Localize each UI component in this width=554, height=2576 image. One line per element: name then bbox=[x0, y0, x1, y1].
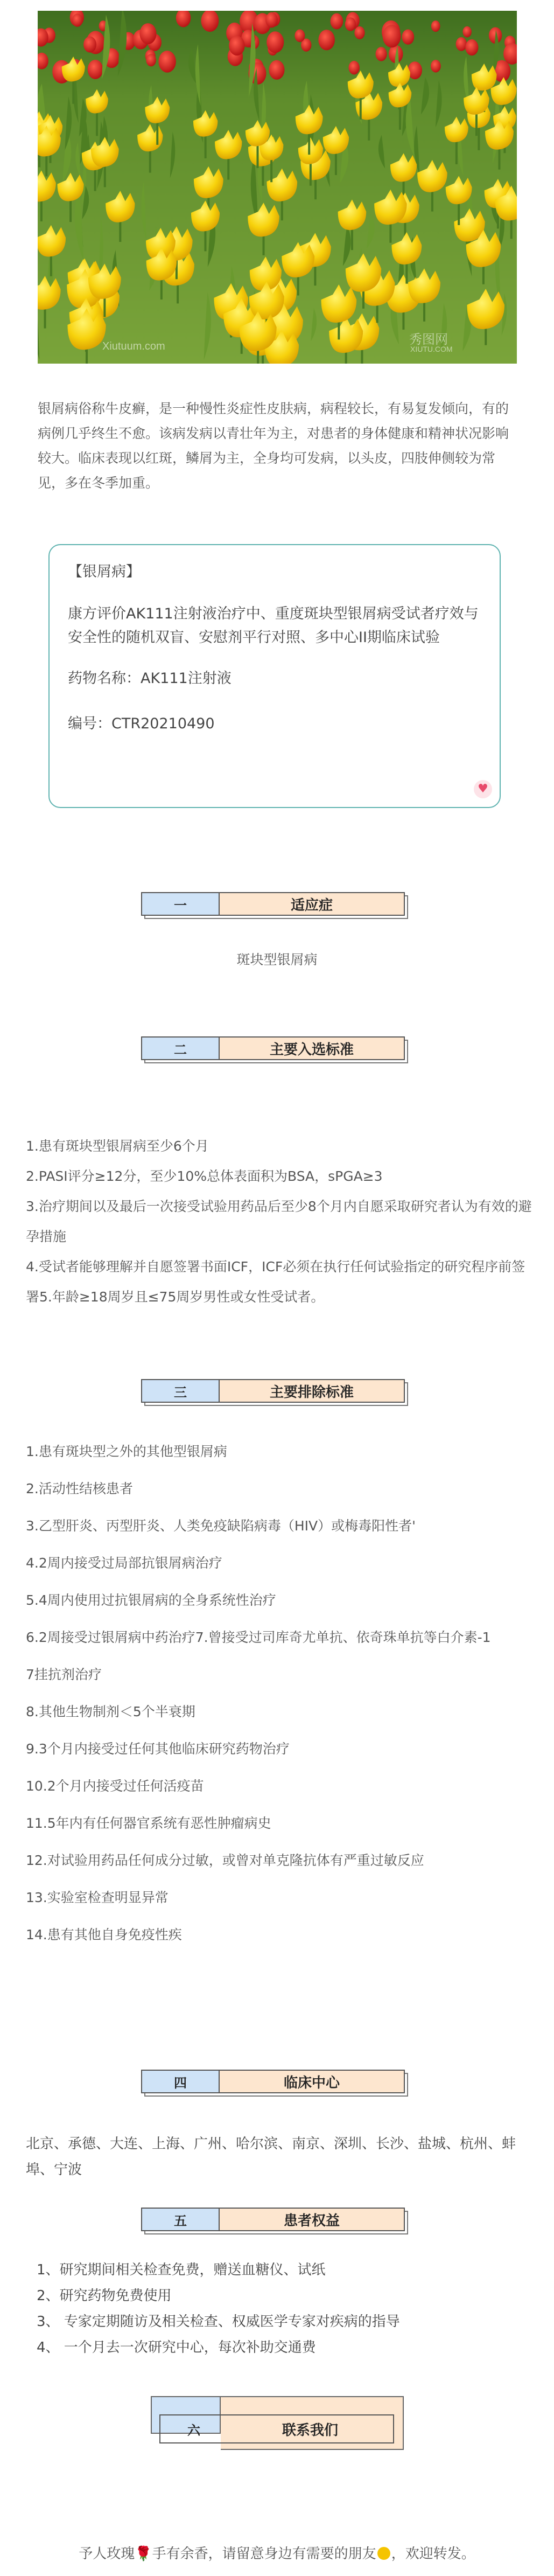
list-item: 4.受试者能够理解并自愿签署书面ICF，ICF必须在执行任何试验指定的研究程序前签署5.年龄≥18周岁且≤75周岁男性或女性受试者。 bbox=[26, 1259, 525, 1305]
watermark-left: Xiutuum.com bbox=[102, 340, 165, 352]
list-item: 8.其他生物制剂＜5个半衰期 bbox=[26, 1704, 195, 1719]
card-drug-name: 药物名称：AK111注射液 bbox=[68, 670, 232, 687]
tulip-red bbox=[462, 26, 471, 38]
tulip-red bbox=[402, 29, 414, 44]
list-item: 5.4周内使用过抗银屑病的全身系统性治疗 bbox=[26, 1592, 276, 1608]
intro-paragraph: 银屑病俗称牛皮癣，是一种慢性炎症性皮肤病，病程较长，有易复发倾向，有的病例几乎终生不愈。该病发病以青壮年为主，对患者的身体健康和精神状况影响较大。临床表现以红斑，鳞屑为主，全身均可发病，以头皮，四肢伸侧较为常见，多在冬季加重。 bbox=[38, 401, 509, 491]
list-item: 1.患有斑块型银屑病至少6个月 bbox=[26, 1138, 209, 1154]
list-item: 2.活动性结核患者 bbox=[26, 1481, 133, 1496]
tulip-red bbox=[294, 29, 305, 42]
list-item: 7挂抗剂治疗 bbox=[26, 1667, 102, 1682]
section-title: 适应症 bbox=[220, 892, 405, 916]
card-tag: 【银屑病】 bbox=[68, 563, 141, 580]
list-item: 3.乙型肝炎、丙型肝炎、人类免疫缺陷病毒（HIV）或梅毒阳性者' bbox=[26, 1518, 416, 1534]
list-item: 4、 一个月去一次研究中心，每次补助交通费 bbox=[37, 2340, 316, 2356]
tulip-red bbox=[431, 60, 441, 72]
tulip-red bbox=[83, 37, 96, 53]
section-title: 临床中心 bbox=[220, 2070, 405, 2093]
list-item: 2.PASI评分≥12分，至少10%总体表面积为BSA，sPGA≥3 bbox=[26, 1168, 383, 1184]
section-header-contact bbox=[151, 2396, 409, 2450]
footer-text bbox=[0, 2543, 554, 2563]
list-item: 12.对试验用药品任何成分过敏，或曾对单克隆抗体有严重过敏反应 bbox=[26, 1853, 424, 1868]
list-item: 9.3个月内接受过任何其他临床研究药物治疗 bbox=[26, 1741, 290, 1757]
tulip-red bbox=[330, 13, 343, 30]
tulip-red bbox=[72, 13, 83, 26]
tulip-red bbox=[408, 61, 422, 79]
footer-part3: ，欢迎转发。 bbox=[391, 2546, 475, 2562]
watermark-right-sub: XIUTU.COM bbox=[410, 345, 453, 353]
tulip-red bbox=[345, 17, 356, 31]
tulip-red bbox=[139, 23, 156, 44]
section-header-indication bbox=[141, 892, 408, 916]
rose-icon: 🌹 bbox=[135, 2546, 152, 2562]
indication-text: 斑块型银屑病 bbox=[236, 952, 318, 967]
tulip-red bbox=[265, 12, 278, 28]
hero-tulip-image bbox=[38, 11, 517, 364]
tulip-red bbox=[383, 25, 401, 47]
patient-rights-list bbox=[37, 2257, 521, 2361]
section-header-centers bbox=[141, 2070, 408, 2093]
list-item: 10.2个月内接受过任何活疫苗 bbox=[26, 1778, 204, 1794]
section-title: 联系我们 bbox=[282, 2422, 338, 2439]
tulip-red bbox=[88, 60, 103, 79]
trial-info-card bbox=[48, 544, 501, 808]
list-item: 6.2周接受过银屑病中药治疗7.曾接受过司库奇尤单抗、依奇珠单抗等白介素-1 bbox=[26, 1630, 491, 1645]
section-number: 三 bbox=[141, 1379, 220, 1403]
tulip-red bbox=[229, 36, 244, 55]
tulip-red bbox=[269, 60, 284, 80]
section-title: 患者权益 bbox=[220, 2208, 405, 2231]
footer-part1: 予人玫瑰 bbox=[79, 2546, 135, 2562]
list-item: 14.患有其他自身免疫性疾 bbox=[26, 1927, 182, 1943]
list-item: 4.2周内接受过局部抗银屑病治疗 bbox=[26, 1555, 222, 1571]
exclusion-list bbox=[26, 1433, 532, 1953]
tulip-red bbox=[267, 31, 284, 53]
card-trial-code: 编号：CTR20210490 bbox=[68, 715, 215, 732]
tulip-red bbox=[158, 51, 176, 73]
section-header-rights bbox=[141, 2208, 408, 2231]
inclusion-list bbox=[26, 1131, 532, 1312]
tulip-red bbox=[318, 30, 335, 50]
tulip-red bbox=[146, 54, 156, 66]
tulip-red bbox=[376, 47, 387, 61]
tulip-red bbox=[456, 37, 467, 51]
section-title: 主要排除标准 bbox=[220, 1379, 405, 1403]
section-number: 六 bbox=[187, 2422, 200, 2438]
tulip-red bbox=[354, 26, 364, 39]
list-item: 3.治疗期间以及最后一次接受试验用药品后至少8个月内自愿采取研究者认为有效的避孕措施 bbox=[26, 1199, 532, 1244]
section-header-inclusion bbox=[141, 1036, 408, 1060]
section-number: 五 bbox=[141, 2208, 220, 2231]
section-header-exclusion bbox=[141, 1379, 408, 1403]
section-number: 一 bbox=[141, 892, 220, 916]
tulip-red bbox=[465, 39, 478, 55]
section-number: 二 bbox=[141, 1036, 220, 1060]
footer-part2: 手有余香，请留意身边有需要的朋友 bbox=[152, 2546, 376, 2562]
list-item: 2、研究药物免费使用 bbox=[37, 2288, 172, 2304]
smile-icon bbox=[377, 2547, 390, 2560]
section-number: 四 bbox=[141, 2070, 220, 2093]
clinical-centers-text: 北京、承德、大连、上海、广州、哈尔滨、南京、深圳、长沙、盐城、杭州、蚌埠、宁波 bbox=[26, 2136, 516, 2178]
card-trial-title: 康方评价AK111注射液治疗中、重度斑块型银屑病受试者疗效与安全性的随机双盲、安慰剂平行对照、多中心II期临床试验 bbox=[68, 605, 479, 646]
list-item: 1、研究期间相关检查免费，赠送血糖仪、试纸 bbox=[37, 2262, 326, 2278]
list-item: 3、 专家定期随访及相关检查、权威医学专家对疾病的指导 bbox=[37, 2314, 400, 2330]
list-item: 11.5年内有任何器官系统有恶性肿瘤病史 bbox=[26, 1815, 271, 1831]
list-item: 13.实验室检查明显异常 bbox=[26, 1890, 169, 1905]
watermark-right: 秀图网 bbox=[409, 332, 448, 347]
list-item: 1.患有斑块型之外的其他型银屑病 bbox=[26, 1444, 227, 1459]
tulip-red bbox=[431, 20, 440, 32]
section-band bbox=[159, 2414, 394, 2443]
heart-icon: ♥ bbox=[474, 780, 492, 798]
tulip-red bbox=[348, 61, 359, 75]
section-title: 主要入选标准 bbox=[220, 1036, 405, 1060]
